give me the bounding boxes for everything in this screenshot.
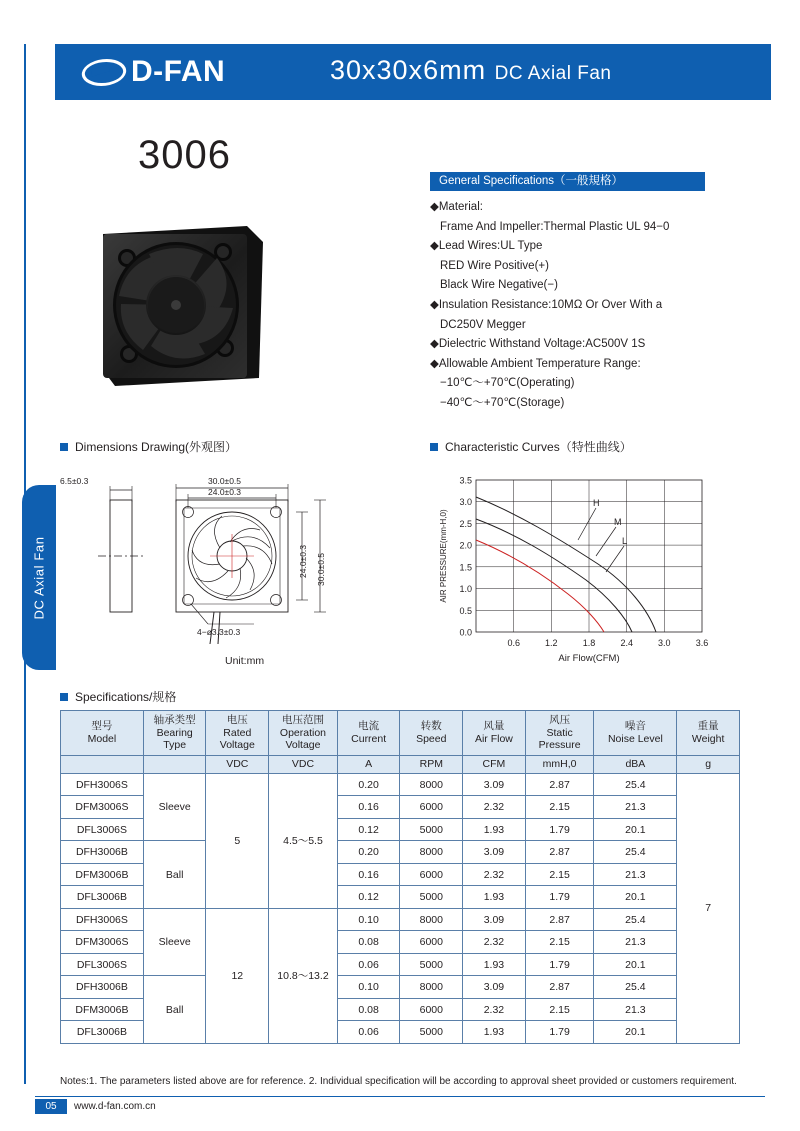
th-model — [61, 711, 144, 756]
spec-item: ◆Insulation Resistance:10MΩ Or Over With a — [430, 298, 663, 311]
svg-text:3.5: 3.5 — [459, 475, 472, 486]
cell-speed: 6000 — [400, 931, 463, 954]
th-weight-en: Weight — [691, 732, 725, 745]
page-number: 05 — [35, 1099, 67, 1114]
cell-current: 0.10 — [337, 908, 400, 931]
th-model-cn: 型号 — [91, 720, 113, 733]
cell-current: 0.06 — [337, 1021, 400, 1044]
th-airflow — [463, 711, 526, 756]
chart-xlabel: Air Flow(CFM) — [558, 653, 620, 664]
dim-thickness-label: 6.5±0.3 — [60, 476, 89, 486]
svg-text:3.6: 3.6 — [695, 638, 709, 648]
svg-text:3.0: 3.0 — [459, 497, 472, 508]
cell-model: DFL3006S — [61, 818, 144, 841]
unit-note: Unit:mm — [225, 655, 265, 667]
th-weight-cn: 重量 — [697, 720, 719, 733]
unit-speed: RPM — [400, 755, 463, 773]
curve-label-m: M — [614, 517, 622, 527]
cell-noise: 20.1 — [594, 886, 677, 909]
cell-pressure: 2.87 — [525, 773, 594, 796]
th-pressure — [525, 711, 594, 756]
cell-pressure: 2.15 — [525, 863, 594, 886]
th-voltage-range — [269, 711, 338, 756]
cell-airflow: 1.93 — [463, 818, 526, 841]
dimensions-drawing — [58, 468, 408, 678]
cell-noise: 25.4 — [594, 908, 677, 931]
cell-airflow: 1.93 — [463, 886, 526, 909]
spec-item: ◆Allowable Ambient Temperature Range: — [430, 357, 641, 370]
footer-url: www.d-fan.com.cn — [74, 1101, 156, 1112]
fan-product-photo — [97, 220, 269, 392]
cell-current: 0.06 — [337, 953, 400, 976]
cell-model: DFM3006S — [61, 796, 144, 819]
side-tab-label: DC Axial Fan — [31, 535, 47, 620]
chart-ylabel: AIR PRESSURE(mm-H,0) — [439, 509, 448, 603]
th-current-en: Current — [351, 732, 387, 745]
cell-current: 0.20 — [337, 841, 400, 864]
cell-speed: 8000 — [400, 976, 463, 999]
dim-inner-width-label: 24.0±0.3 — [208, 487, 242, 497]
cell-speed: 8000 — [400, 908, 463, 931]
cell-voltage-range: 10.8～13.2 — [269, 908, 338, 1043]
cell-speed: 6000 — [400, 998, 463, 1021]
th-pressure-en2: Pressure — [538, 739, 581, 752]
product-size: 30x30x6mm — [330, 55, 487, 85]
table-header-row — [61, 711, 740, 756]
unit-current: A — [337, 755, 400, 773]
cell-pressure: 2.15 — [525, 931, 594, 954]
unit-range: VDC — [269, 755, 338, 773]
cell-voltage-range: 4.5～5.5 — [269, 773, 338, 908]
cell-noise: 21.3 — [594, 998, 677, 1021]
table-row — [61, 908, 740, 931]
th-voltage-cn: 电压 — [226, 714, 248, 726]
curves-heading — [430, 438, 632, 455]
th-voltage-en2: Voltage — [219, 739, 255, 752]
unit-noise: dBA — [594, 755, 677, 773]
cell-current: 0.08 — [337, 998, 400, 1021]
cell-airflow: 3.09 — [463, 841, 526, 864]
svg-text:1.2: 1.2 — [545, 638, 558, 648]
dim-outer-height-label: 30.0±0.5 — [316, 552, 326, 586]
th-weight — [677, 711, 740, 756]
product-type: DC Axial Fan — [494, 63, 612, 84]
unit-airflow: CFM — [463, 755, 526, 773]
svg-text:0.5: 0.5 — [459, 605, 472, 616]
cell-speed: 8000 — [400, 841, 463, 864]
cell-weight: 7 — [677, 773, 740, 1043]
th-airflow-cn: 风量 — [483, 720, 505, 733]
bullet-square-icon — [60, 443, 68, 451]
cell-pressure: 2.15 — [525, 998, 594, 1021]
th-range-en2: Voltage — [285, 739, 321, 752]
th-bearing-en2: Type — [163, 739, 187, 752]
cell-speed: 6000 — [400, 796, 463, 819]
th-speed — [400, 711, 463, 756]
dimensions-heading — [60, 438, 237, 455]
cell-noise: 25.4 — [594, 841, 677, 864]
svg-text:0.6: 0.6 — [507, 638, 520, 648]
cell-pressure: 2.87 — [525, 908, 594, 931]
footer-divider — [35, 1096, 765, 1097]
cell-current: 0.16 — [337, 796, 400, 819]
dim-hole-label: 4−ø3.3±0.3 — [197, 627, 241, 637]
spec-item: −10℃～+70℃(Operating) — [440, 377, 575, 390]
cell-current: 0.12 — [337, 886, 400, 909]
th-range-cn: 电压范围 — [281, 714, 324, 726]
table-body — [61, 773, 740, 1043]
curve-label-l: L — [622, 536, 628, 546]
th-speed-en: Speed — [416, 732, 447, 745]
footer-notes: Notes:1. The parameters listed above are for reference. 2. Individual specification will be according to approval sheet provided or customers requirement. — [60, 1076, 737, 1087]
svg-text:2.4: 2.4 — [620, 638, 633, 648]
cell-pressure: 1.79 — [525, 1021, 594, 1044]
cell-speed: 5000 — [400, 1021, 463, 1044]
table-row — [61, 773, 740, 796]
specifications-heading-label: Specifications/规格 — [75, 690, 177, 704]
cell-noise: 21.3 — [594, 796, 677, 819]
spec-item: Frame And Impeller:Thermal Plastic UL 94−0 — [440, 220, 670, 233]
unit-model — [61, 755, 144, 773]
cell-pressure: 2.87 — [525, 976, 594, 999]
cell-model: DFL3006S — [61, 953, 144, 976]
th-range-en1: Operation — [279, 726, 327, 739]
cell-pressure: 1.79 — [525, 818, 594, 841]
characteristic-curve-chart — [428, 468, 758, 678]
cell-noise: 20.1 — [594, 1021, 677, 1044]
bullet-square-icon — [430, 443, 438, 451]
svg-text:2.0: 2.0 — [459, 540, 472, 551]
specifications-table — [60, 710, 740, 1044]
unit-pressure: mmH,0 — [525, 755, 594, 773]
cell-airflow: 2.32 — [463, 863, 526, 886]
table-row — [61, 976, 740, 999]
specifications-heading — [60, 688, 176, 705]
cell-bearing: Sleeve — [143, 773, 206, 841]
brand-logo-text: D-FAN — [131, 55, 226, 88]
th-airflow-en: Air Flow — [474, 732, 513, 745]
svg-text:0.0: 0.0 — [459, 627, 472, 638]
cell-noise: 21.3 — [594, 931, 677, 954]
table-row — [61, 841, 740, 864]
cell-voltage: 12 — [206, 908, 269, 1043]
curve-label-h: H — [593, 498, 600, 508]
unit-bearing — [143, 755, 206, 773]
spec-item: Black Wire Negative(−) — [440, 279, 558, 292]
th-voltage-en1: Rated — [223, 726, 252, 739]
page-header — [55, 44, 771, 100]
spec-item: DC250V Megger — [440, 318, 526, 331]
brand-logo — [82, 51, 272, 93]
cell-noise: 25.4 — [594, 976, 677, 999]
cell-bearing: Sleeve — [143, 908, 206, 976]
curves-heading-label: Characteristic Curves（特性曲线） — [445, 440, 632, 454]
cell-model: DFL3006B — [61, 886, 144, 909]
th-bearing-cn: 轴承类型 — [153, 714, 196, 726]
th-model-en: Model — [87, 732, 117, 745]
spec-item: −40℃～+70℃(Storage) — [440, 396, 565, 409]
spec-item: ◆Material: — [430, 201, 483, 213]
cell-bearing: Ball — [143, 841, 206, 909]
th-pressure-en1: Static — [546, 726, 573, 739]
cell-current: 0.20 — [337, 773, 400, 796]
model-number: 3006 — [138, 133, 231, 177]
cell-airflow: 3.09 — [463, 976, 526, 999]
cell-airflow: 2.32 — [463, 998, 526, 1021]
cell-airflow: 1.93 — [463, 1021, 526, 1044]
cell-model: DFL3006B — [61, 1021, 144, 1044]
bullet-square-icon — [60, 693, 68, 701]
dim-outer-width-label: 30.0±0.5 — [208, 476, 242, 486]
th-voltage — [206, 711, 269, 756]
cell-bearing: Ball — [143, 976, 206, 1044]
table-units-row — [61, 755, 740, 773]
cell-current: 0.16 — [337, 863, 400, 886]
cell-current: 0.08 — [337, 931, 400, 954]
cell-pressure: 2.87 — [525, 841, 594, 864]
cell-airflow: 2.32 — [463, 796, 526, 819]
unit-voltage: VDC — [206, 755, 269, 773]
cell-model: DFM3006S — [61, 931, 144, 954]
svg-text:1.5: 1.5 — [459, 562, 472, 573]
cell-airflow: 3.09 — [463, 908, 526, 931]
cell-pressure: 2.15 — [525, 796, 594, 819]
cell-speed: 5000 — [400, 953, 463, 976]
th-speed-cn: 转数 — [420, 720, 442, 733]
svg-text:2.5: 2.5 — [459, 518, 472, 529]
cell-speed: 5000 — [400, 886, 463, 909]
cell-speed: 6000 — [400, 863, 463, 886]
cell-model: DFH3006S — [61, 908, 144, 931]
dimensions-heading-label: Dimensions Drawing(外观图） — [75, 440, 238, 454]
spec-item: ◆Lead Wires:UL Type — [430, 240, 543, 253]
cell-current: 0.10 — [337, 976, 400, 999]
page-title — [330, 55, 611, 86]
cell-speed: 8000 — [400, 773, 463, 796]
svg-text:1.8: 1.8 — [582, 638, 596, 648]
cell-noise: 21.3 — [594, 863, 677, 886]
spec-item: ◆Dielectric Withstand Voltage:AC500V 1S — [430, 338, 646, 351]
unit-weight: g — [677, 755, 740, 773]
cell-voltage: 5 — [206, 773, 269, 908]
spec-item: RED Wire Positive(+) — [440, 259, 549, 272]
svg-text:3.0: 3.0 — [658, 638, 671, 648]
fan-oval-icon — [79, 59, 129, 86]
cell-model: DFM3006B — [61, 863, 144, 886]
cell-airflow: 2.32 — [463, 931, 526, 954]
side-tab — [22, 485, 56, 670]
th-noise-en: Noise Level — [607, 732, 663, 745]
cell-noise: 20.1 — [594, 953, 677, 976]
th-bearing-en1: Bearing — [156, 726, 193, 739]
cell-model: DFH3006B — [61, 976, 144, 999]
cell-model: DFH3006S — [61, 773, 144, 796]
svg-text:1.0: 1.0 — [459, 584, 472, 595]
cell-pressure: 1.79 — [525, 886, 594, 909]
cell-airflow: 3.09 — [463, 773, 526, 796]
dim-inner-height-label: 24.0±0.3 — [298, 544, 308, 578]
cell-noise: 20.1 — [594, 818, 677, 841]
th-noise-cn: 噪音 — [624, 720, 646, 733]
th-noise — [594, 711, 677, 756]
cell-pressure: 1.79 — [525, 953, 594, 976]
cell-noise: 25.4 — [594, 773, 677, 796]
th-current-cn: 电流 — [358, 720, 380, 733]
general-specs-list — [430, 198, 750, 414]
cell-airflow: 1.93 — [463, 953, 526, 976]
cell-speed: 5000 — [400, 818, 463, 841]
general-specs-heading: General Specifications（一般規格） — [430, 172, 705, 191]
th-current — [337, 711, 400, 756]
th-bearing — [143, 711, 206, 756]
cell-model: DFM3006B — [61, 998, 144, 1021]
cell-current: 0.12 — [337, 818, 400, 841]
th-pressure-cn: 风压 — [549, 714, 571, 726]
cell-model: DFH3006B — [61, 841, 144, 864]
